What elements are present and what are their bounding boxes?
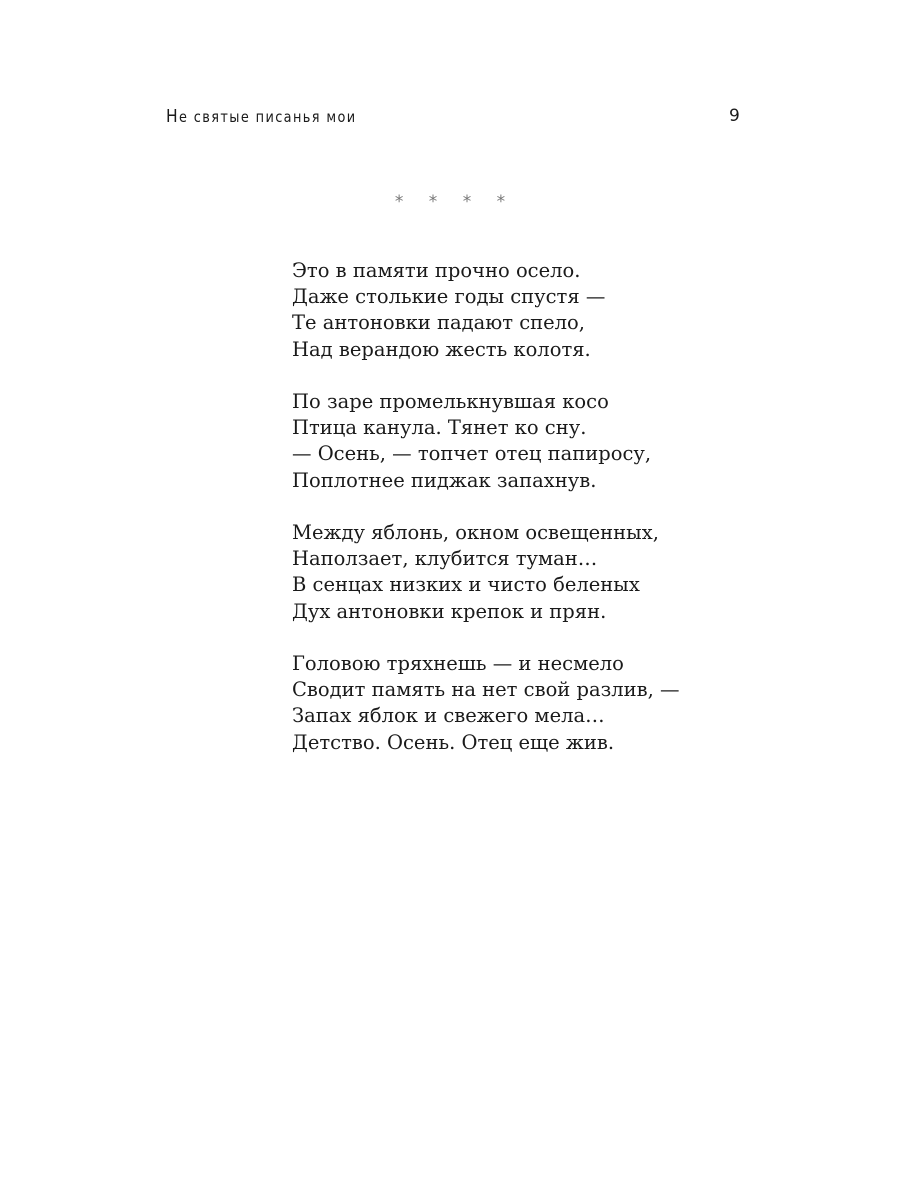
poem-line: В сенцах низких и чисто беленых bbox=[292, 573, 640, 597]
stanza-4 bbox=[292, 651, 680, 756]
running-head-initial: Н bbox=[166, 106, 180, 127]
poem-line: Поплотнее пиджак запахнув. bbox=[292, 468, 597, 492]
poem-line: Между яблонь, окном освещенных, bbox=[292, 521, 659, 544]
poem-line: Даже столькие годы спустя — bbox=[292, 285, 606, 309]
running-head bbox=[166, 106, 357, 127]
poem-line: Дух антоновки крепок и прян. bbox=[292, 599, 607, 623]
poem-line: Наползает, клубится туман… bbox=[292, 547, 598, 571]
poem-line: Запах яблок и свежего мела… bbox=[292, 704, 605, 728]
poem-line: Над верандою жесть колотя. bbox=[292, 337, 591, 361]
poem-line: По заре промелькнувшая косо bbox=[292, 390, 609, 413]
poem bbox=[292, 258, 680, 756]
page-number: 9 bbox=[729, 106, 740, 126]
stanza-1 bbox=[292, 258, 680, 363]
poem-line: Сводит память на нет свой разлив, — bbox=[292, 678, 680, 702]
stanza-3 bbox=[292, 520, 680, 625]
stanza-2 bbox=[292, 389, 680, 494]
section-ornament: * * * * bbox=[394, 192, 516, 212]
poem-line: Те антоновки падают спело, bbox=[292, 311, 585, 335]
poem-line: Головою тряхнешь — и несмело bbox=[292, 652, 624, 675]
poem-line: Детство. Осень. Отец еще жив. bbox=[292, 730, 615, 754]
running-head-rest: е святые писанья мои bbox=[179, 108, 357, 126]
poem-line: — Осень, — топчет отец папиросу, bbox=[292, 442, 652, 466]
poem-line: Птица канула. Тянет ко сну. bbox=[292, 416, 587, 440]
poem-line: Это в памяти прочно осело. bbox=[292, 259, 581, 282]
